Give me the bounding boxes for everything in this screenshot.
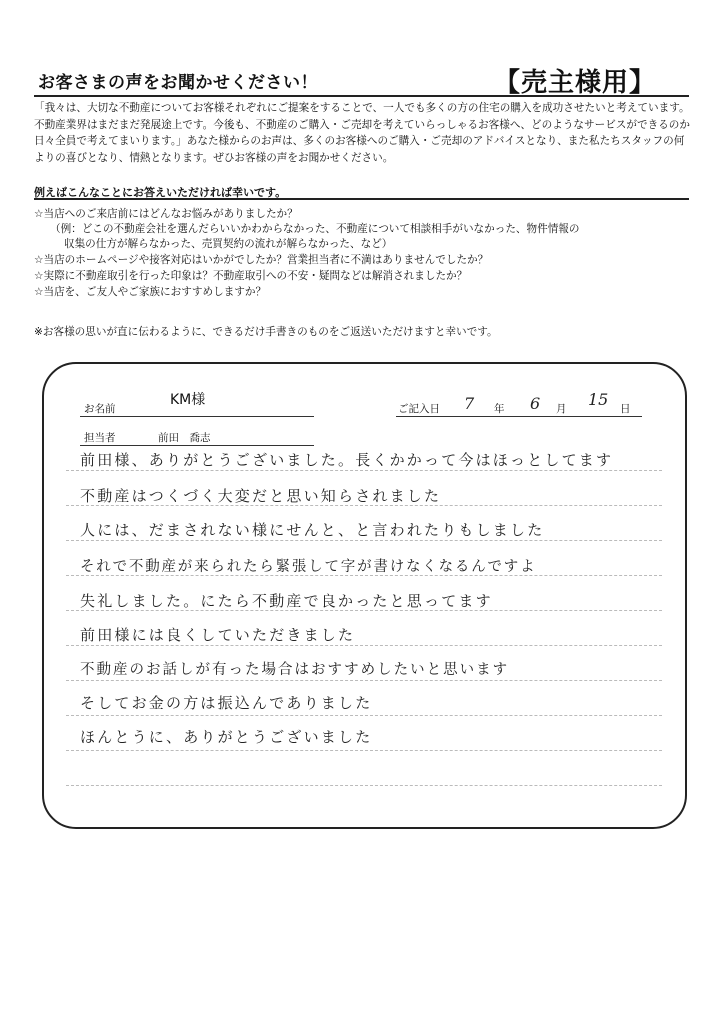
intro-bold-line: 例えばこんなことにお答えいただければ幸いです。 (34, 186, 287, 199)
date-month-value: 6 (530, 394, 541, 413)
intro-paragraph: 「我々は、大切な不動産についてお客様それぞれにご提案をすることで、一人でも多くの方の住宅の購入を成功させたいと考えています。不動産業界はまだまだ発展途上です。今後も、不動産のご購入・ご売却を考えていらっしゃるお客様へ、どのようなサービスができるのか日々全員で考えてまいります。」あなた様からのお声は、多くのお客様へのご購入・ご売却のアドバイスとなり、また私たちスタッフの何よりの喜びとなり、情熱となります。ぜひお客様の声をお聞かせください。 (34, 102, 690, 164)
handwritten-line: 前田様、ありがとうございました。長くかかって今はほっとしてます (80, 451, 614, 469)
staff-value: 前田 喬志 (158, 432, 211, 444)
staff-underline (80, 445, 314, 446)
page-title: お客さまの声をお聞かせください！ (38, 73, 318, 93)
date-label: ご記入日 (398, 403, 440, 415)
question-4: ☆当店を、ご友人やご家族におすすめしますか？ (34, 286, 267, 298)
date-year-value: 7 (464, 394, 475, 413)
name-value: KM様 (170, 392, 206, 408)
writing-line (66, 680, 662, 681)
handwritten-line: 不動産のお話しが有った場合はおすすめしたいと思います (80, 662, 510, 678)
writing-line (66, 785, 662, 786)
writing-line (66, 470, 662, 471)
question-1-example-cont: 収集の仕方が解らなかった、売買契約の流れが解らなかった、など） (64, 238, 393, 250)
name-underline (80, 416, 314, 417)
handwritten-line: そしてお金の方は振込んでありました (80, 694, 373, 712)
handwritten-line: 不動産はつくづく大変だと思い知らされました (80, 487, 442, 505)
handwritten-line: ほんとうに、ありがとうございました (80, 728, 373, 746)
date-underline (396, 416, 642, 417)
question-3: ☆実際に不動産取引を行った印象は？不動産取引への不安・疑問などは解消されましたか？ (34, 270, 468, 282)
name-label: お名前 (84, 403, 116, 415)
title-divider (34, 95, 689, 97)
question-1: ☆当店へのご来店前にはどんなお悩みがありましたか？ (34, 208, 298, 220)
writing-line (66, 750, 662, 751)
handwritten-line: 人には、だまされない様にせんと、と言われたりもしました (80, 521, 545, 539)
intro-divider (34, 198, 689, 200)
writing-line (66, 715, 662, 716)
handwriting-note: ※お客様の思いが直に伝わるように、できるだけ手書きのものをご返送いただけますと幸いです。 (34, 326, 498, 338)
question-1-example: （例：どこの不動産会社を選んだらいいかわからなかった、不動産について相談相手がいなかった、物件情報の (50, 223, 580, 235)
handwritten-line: 失礼しました。にたら不動産で良かったと思ってます (80, 592, 493, 610)
writing-line (66, 540, 662, 541)
day-label: 日 (620, 403, 631, 415)
year-label: 年 (494, 403, 505, 415)
seller-badge: 【売主様用】 (494, 68, 657, 98)
handwritten-line: 前田様には良くしていただきました (80, 626, 356, 644)
month-label: 月 (556, 403, 567, 415)
handwritten-line: それで不動産が来られたら緊張して字が書けなくなるんですよ (80, 559, 537, 575)
writing-line (66, 645, 662, 646)
date-day-value: 15 (588, 390, 609, 409)
question-2: ☆当店のホームページや接客対応はいかがでしたか？営業担当者に不満はありませんでしたか？ (34, 254, 489, 266)
staff-label: 担当者 (84, 432, 116, 444)
